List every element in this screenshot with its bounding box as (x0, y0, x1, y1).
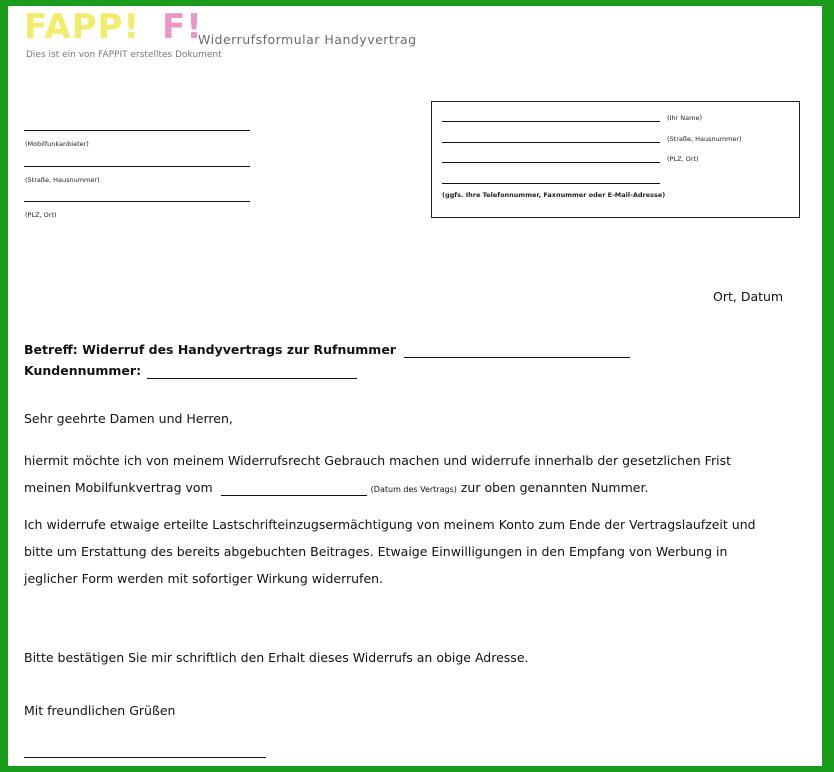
customer-number-line (24, 363, 357, 379)
phone-number-blank (404, 342, 630, 358)
sender-street-line (442, 142, 660, 143)
subject-text: Betreff: Widerruf des Handyvertrags zur Rufnummer (24, 342, 396, 357)
recipient-name-line (24, 130, 250, 131)
recipient-label-street: (Straße, Hausnummer) (25, 176, 100, 184)
sender-address-box (431, 101, 800, 218)
paragraph-1-line-2 (24, 480, 648, 496)
sender-city-line (442, 162, 660, 163)
paragraph-2-line-2: bitte um Erstattung des bereits abgebuchten Beitrages. Etwaige Einwilligungen in den Empfang von Werbung in (24, 544, 728, 559)
subject-line (24, 342, 630, 358)
document-subtitle: Dies ist ein von FAPPIT erstelltes Dokument (26, 50, 222, 60)
recipient-street-line (24, 166, 250, 167)
customer-number-blank (147, 363, 357, 379)
paragraph-2-line-1: Ich widerrufe etwaige erteilte Lastschrifteinzugsermächtigung von meinem Konto zum Ende der Vertragslaufzeit und (24, 517, 756, 532)
document-title: Widerrufsformular Handyvertrag (198, 32, 417, 47)
contract-date-suffix: zur oben genannten Nummer. (460, 480, 649, 495)
logo-part-2: F! (161, 7, 203, 47)
logo-part-1: FAPP! (24, 7, 140, 47)
fappit-logo (24, 9, 203, 45)
sender-label-city: (PLZ, Ort) (667, 155, 699, 163)
greeting: Sehr geehrte Damen und Herren, (24, 411, 233, 426)
closing: Mit freundlichen Grüßen (24, 703, 176, 718)
paragraph-3: Bitte bestätigen Sie mir schriftlich den Erhalt dieses Widerrufs an obige Adresse. (24, 650, 529, 665)
recipient-label-city: (PLZ, Ort) (25, 211, 57, 219)
contract-date-note: (Datum des Vertrags) (370, 485, 457, 494)
recipient-label-provider: (Mobilfunkanbieter) (25, 140, 89, 148)
contract-date-blank (221, 480, 367, 496)
sender-name-line (442, 121, 660, 122)
sender-label-contact: (ggfs. Ihre Telefonnummer, Faxnummer oder E-Mail-Adresse) (442, 191, 666, 199)
recipient-city-line (24, 201, 250, 202)
document-page (8, 6, 822, 766)
contract-date-label: meinen Mobilfunkvertrag vom (24, 480, 213, 495)
sender-label-name: (Ihr Name) (667, 114, 703, 122)
sender-contact-line (442, 183, 660, 184)
place-date: Ort, Datum (713, 289, 784, 304)
paragraph-2-line-3: jeglicher Form werden mit sofortiger Wirkung widerrufen. (24, 571, 384, 586)
paragraph-1-line-1: hiermit möchte ich von meinem Widerrufsrecht Gebrauch machen und widerrufe innerhalb der gesetzlichen Frist (24, 453, 731, 468)
customer-number-label: Kundennummer: (24, 363, 142, 378)
signature-line (24, 757, 266, 758)
sender-label-street: (Straße, Hausnummer) (667, 135, 742, 143)
